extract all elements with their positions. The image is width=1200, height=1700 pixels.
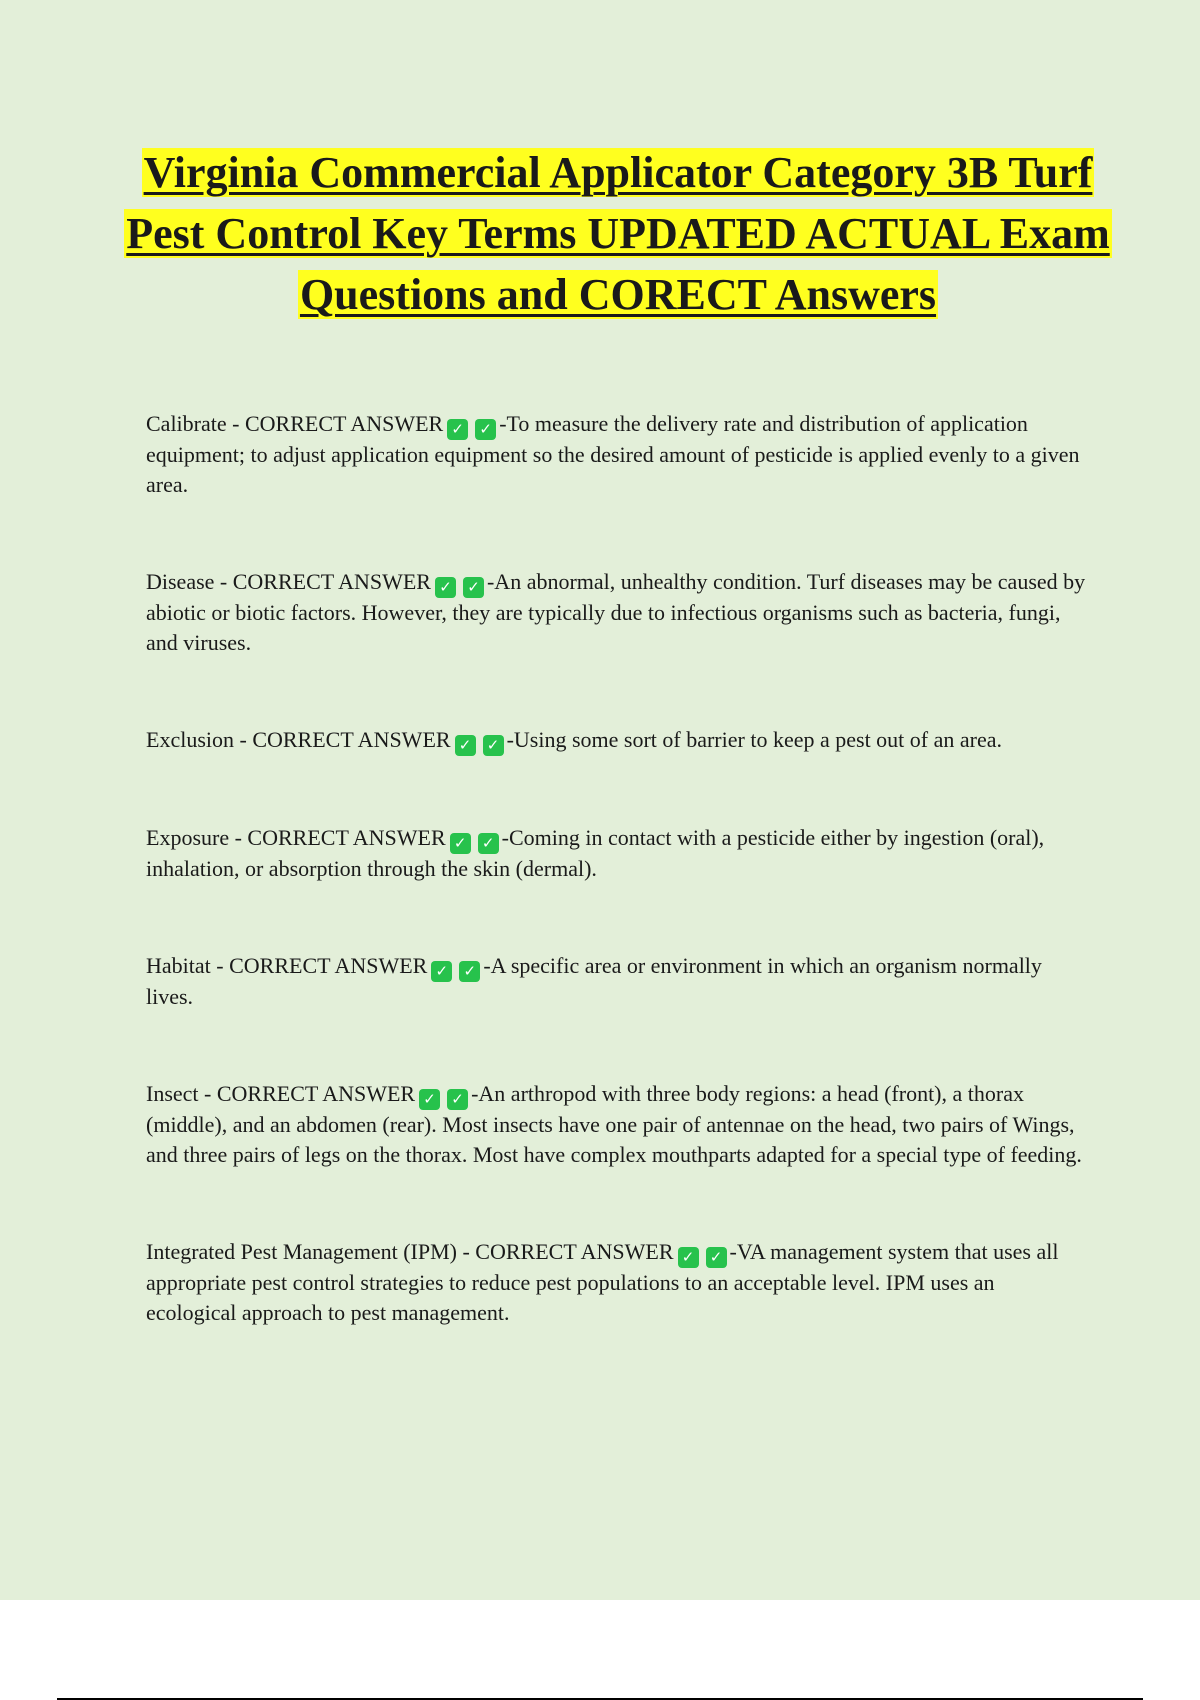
term-name: Habitat: [146, 953, 211, 978]
answer-label: - CORRECT ANSWER: [229, 825, 446, 850]
check-mark-icon: ✓: [447, 1089, 468, 1110]
term-entry-habitat: [146, 951, 1086, 1012]
term-entry-exposure: [146, 823, 1086, 884]
term-definition: -An arthropod with three body regions: a head (front), a thorax (middle), and an abdomen (rear). Most insects have one pair of antennae on the head, two pairs of Wings, and three pairs of legs on the thorax. Most have complex mouthparts adapted for a special type of feeding.: [146, 1081, 1082, 1167]
term-definition: -A specific area or environment in which an organism normally lives.: [146, 953, 1042, 1009]
check-mark-icon: ✓: [463, 577, 484, 598]
check-mark-icon: ✓: [447, 419, 468, 440]
check-mark-icon: ✓: [431, 961, 452, 982]
term-name: Integrated Pest Management (IPM): [146, 1239, 457, 1264]
term-definition: -Coming in contact with a pesticide either by ingestion (oral), inhalation, or absorption through the skin (dermal).: [146, 825, 1045, 881]
answer-label: - CORRECT ANSWER: [198, 1081, 416, 1106]
term-name: Insect: [146, 1081, 199, 1106]
check-mark-icon: ✓: [678, 1247, 699, 1268]
document-title: Virginia Commercial Applicator Category 3B Turf Pest Control Key Terms UPDATED ACTUAL Exam Questions and CORECT Answers: [126, 148, 1110, 319]
check-mark-icon: ✓: [475, 419, 496, 440]
check-mark-icon: ✓: [450, 833, 471, 854]
term-definition: -Using some sort of barrier to keep a pest out of an area.: [506, 727, 1003, 752]
term-definition: -To measure the delivery rate and distribution of application equipment; to adjust application equipment so the desired amount of pesticide is applied evenly to a given area.: [146, 411, 1080, 497]
term-name: Exposure: [146, 825, 230, 850]
term-entry-ipm: [146, 1237, 1086, 1328]
answer-label: - CORRECT ANSWER: [210, 953, 428, 978]
check-mark-icon: ✓: [483, 735, 504, 756]
check-mark-icon: ✓: [459, 961, 480, 982]
answer-label: - CORRECT ANSWER: [456, 1239, 674, 1264]
check-mark-icon: ✓: [706, 1247, 727, 1268]
answer-label: - CORRECT ANSWER: [214, 569, 431, 594]
term-definition: -An abnormal, unhealthy condition. Turf diseases may be caused by abiotic or biotic factors. However, they are typically due to infectious organisms such as bacteria, fungi, and viruses.: [146, 569, 1086, 655]
term-list: [146, 409, 1086, 1328]
check-mark-icon: ✓: [478, 833, 499, 854]
check-mark-icon: ✓: [419, 1089, 440, 1110]
term-entry-disease: [146, 567, 1086, 658]
term-entry-calibrate: [146, 409, 1086, 500]
answer-label: - CORRECT ANSWER: [226, 411, 444, 436]
term-name: Exclusion: [146, 727, 234, 752]
term-definition: -VA management system that uses all appropriate pest control strategies to reduce pest populations to an acceptable level. IPM uses an ecological approach to pest management.: [146, 1239, 1059, 1325]
check-mark-icon: ✓: [455, 735, 476, 756]
check-mark-icon: ✓: [435, 577, 456, 598]
term-entry-insect: [146, 1079, 1086, 1170]
term-name: Calibrate: [146, 411, 227, 436]
term-entry-exclusion: [146, 725, 1086, 756]
answer-label: - CORRECT ANSWER: [234, 727, 451, 752]
term-name: Disease: [146, 569, 215, 594]
